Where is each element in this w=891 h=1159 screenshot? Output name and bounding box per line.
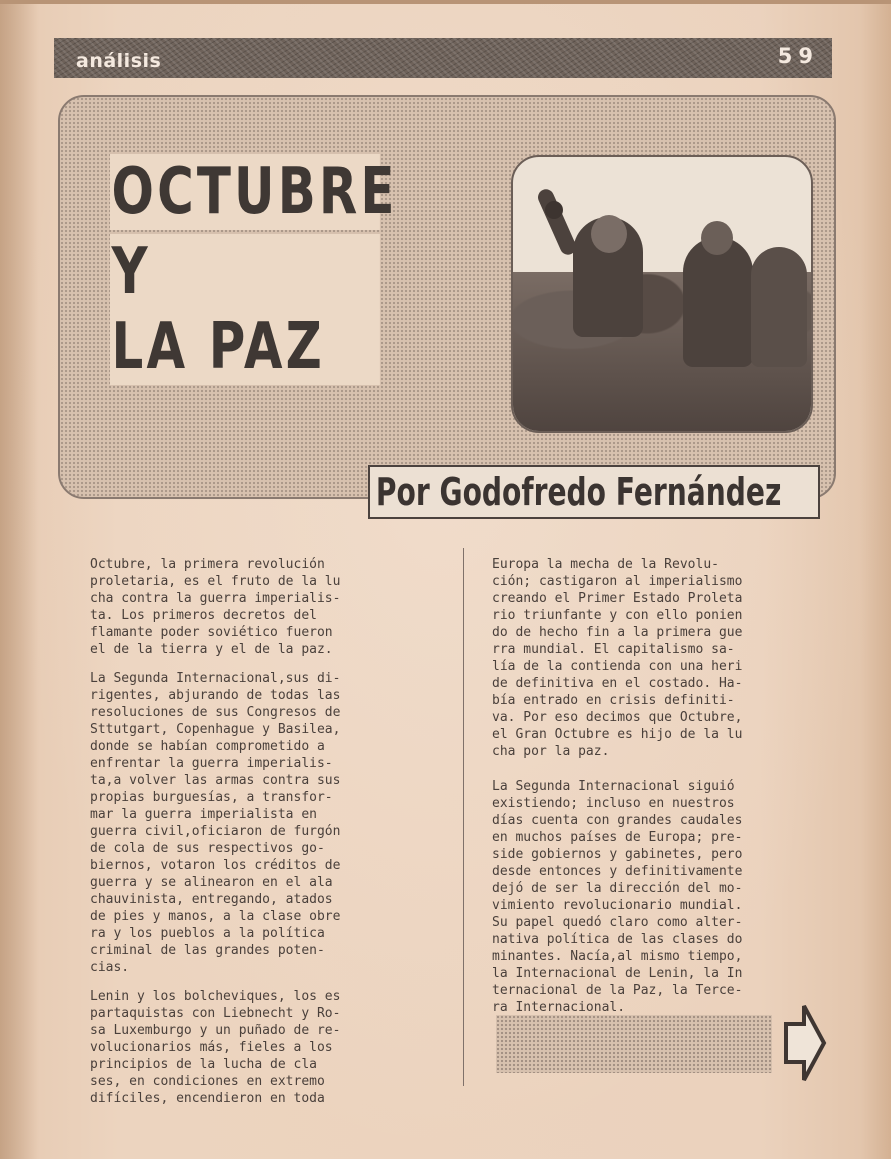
paragraph: La Segunda Internacional siguió existiendo; incluso en nuestros días cuenta con grandes caudales en muchos países de Europa; pre- side gobiernos y gabinetes, pero desde entonces y definitivamente dejó de ser la dirección del mo- vimiento revolucionario mundial. Su papel quedó claro como alter- nativa política de las clases do minantes. Nacía,al mismo tiempo, la Internacional de Lenin, la In ternacional de la Paz, la Terce- ra Internacional. xyxy=(492,779,743,1015)
photo-figure-arm xyxy=(535,187,578,257)
left-text-column xyxy=(90,556,422,1119)
page-number: 59 xyxy=(777,44,819,68)
continue-arrow-icon xyxy=(782,1002,828,1084)
section-header-bar xyxy=(54,38,832,78)
paragraph: Europa la mecha de la Revolu- ción; castigaron al imperialismo creando el Primer Estado Proleta rio triunfante y con ello ponien do de hecho fin a la primera gue rra mundial. El capitalismo sa- lía de la contienda con una heri de definitiva en el costado. Ha- bía entrado en crisis definiti- va. Por eso decimos que Octubre, el Gran Octubre es hijo de la lu cha por la paz. xyxy=(492,557,743,759)
page-binding-shadow xyxy=(0,0,38,1159)
paragraph: Lenin y los bolcheviques, los es partaquistas con Liebnecht y Ro- sa Luxemburgo y un puñado de re- volucionarios más, fieles a los principios de la lucha de cla ses, en condiciones en extremo difíciles, encendieron en toda xyxy=(90,989,341,1106)
photo-figure-head xyxy=(701,221,733,255)
photo-figure-head xyxy=(591,215,627,253)
column-divider xyxy=(463,548,464,1086)
article-title-line-3: LA PAZ xyxy=(110,309,380,385)
author-byline-text: Por Godofredo Fernández xyxy=(375,470,782,514)
continuation-bar xyxy=(496,1015,772,1073)
photo-figure-right xyxy=(751,247,807,367)
article-photo xyxy=(511,155,813,433)
page-top-edge xyxy=(0,0,891,4)
author-byline xyxy=(368,465,820,519)
photo-figure-center xyxy=(683,237,753,367)
paragraph: La Segunda Internacional,sus di- rigentes, abjurando de todas las resoluciones de sus Congresos de Sttutgart, Copenhague y Basilea, donde se habían comprometido a enfrentar la guerra imperialis- ta,a volver las armas contra sus propias burguesías, a transfor- mar la guerra imperialista en guerra civil,oficiaron de furgón de cola de sus respectivos go- biernos, votaron los créditos de guerra y se alinearon en el ala chauvinista, entregando, atados de pies y manos, a la clase obre ra y los pueblos a la política criminal de las grandes poten- cias. xyxy=(90,671,341,975)
article-title-line-2: Y xyxy=(110,234,380,310)
article-title-line-1: OCTUBRE xyxy=(111,155,398,229)
photo-figure-hand xyxy=(545,201,563,219)
paragraph: Octubre, la primera revolución proletaria, es el fruto de la lu cha contra la guerra imperialis- ta. Los primeros decretos del flamante poder soviético fueron el de la tierra y el de la paz. xyxy=(90,557,341,657)
right-text-column xyxy=(492,556,822,1028)
section-label: análisis xyxy=(76,50,162,72)
